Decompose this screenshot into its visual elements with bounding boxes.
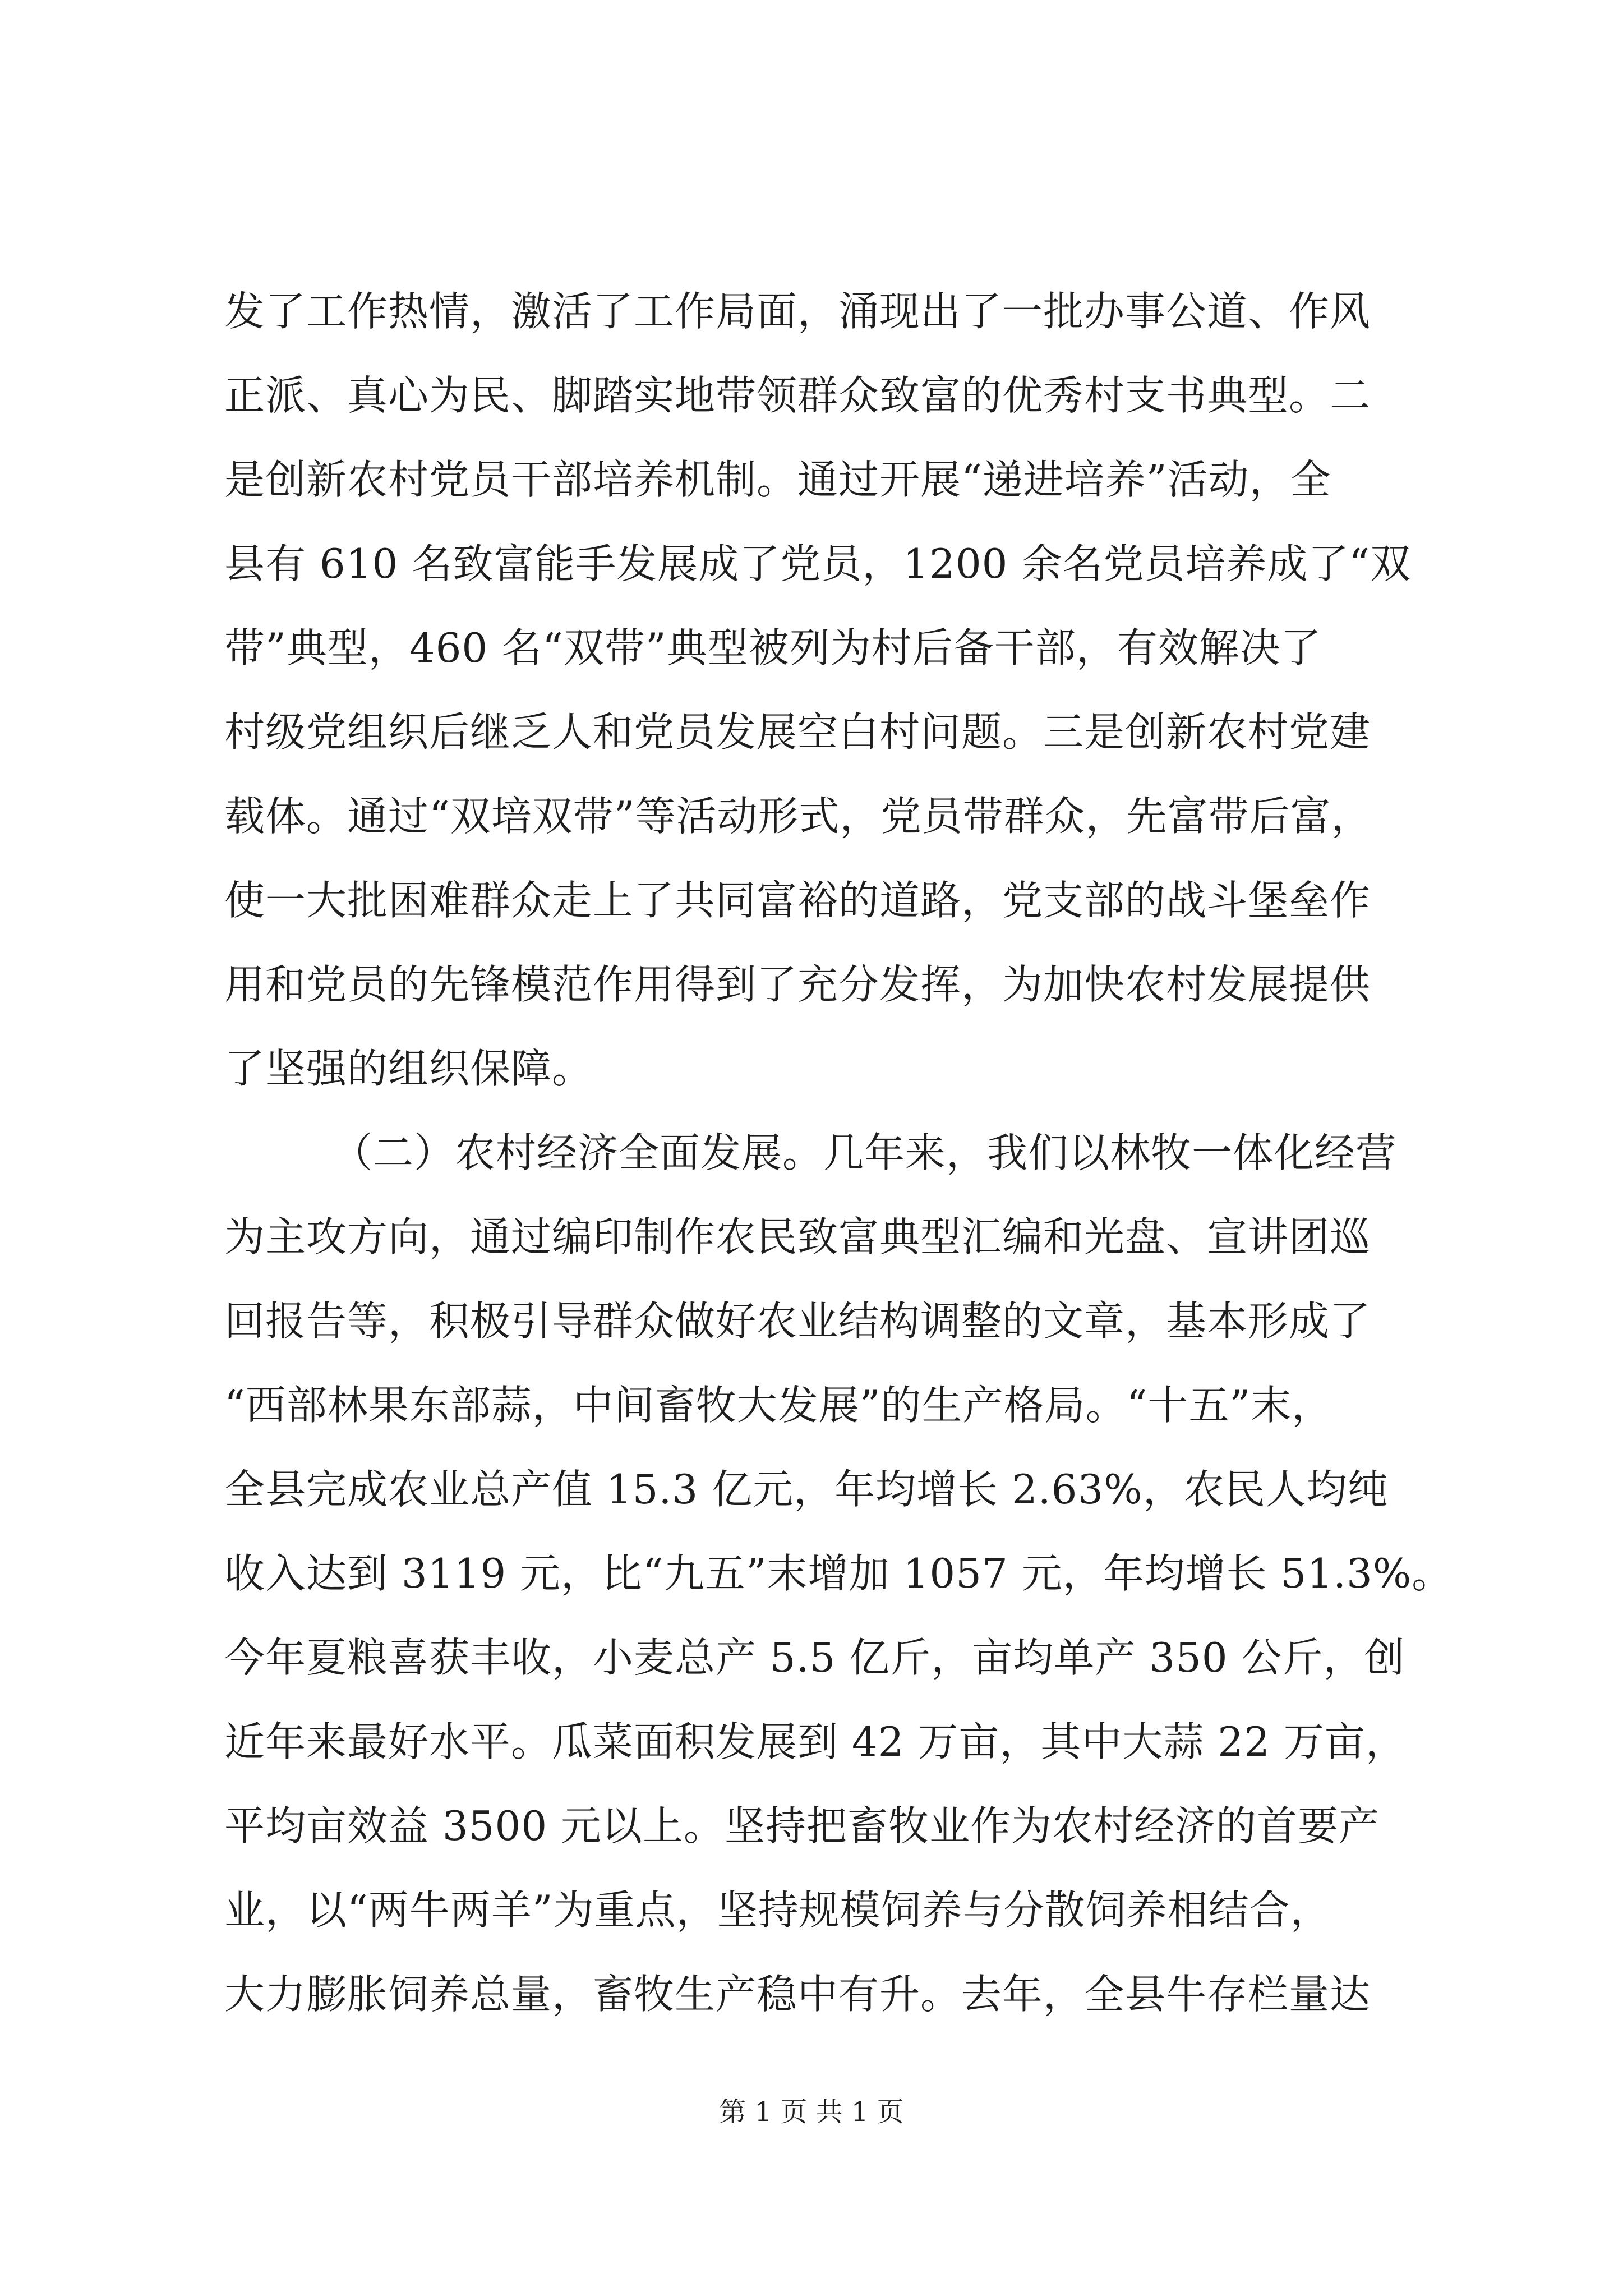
text-line: 为主攻方向，通过编印制作农民致富典型汇编和光盘、宣讲团巡: [224, 1213, 1371, 1260]
text-line: 收入达到 3119 元，比“九五”末增加 1057 元，年均增长 51.3%。: [224, 1550, 1453, 1597]
text-line: 发了工作热情，激活了工作局面，涌现出了一批办事公道、作风: [224, 288, 1371, 335]
text-line: 使一大批困难群众走上了共同富裕的道路，党支部的战斗堡垒作: [224, 877, 1371, 924]
text-line: 村级党组织后继乏人和党员发展空白村问题。三是创新农村党建: [224, 708, 1371, 756]
text-line: 是创新农村党员干部培养机制。通过开展“递进培养”活动，全: [224, 456, 1331, 503]
text-line: 载体。通过“双培双带”等活动形式，党员带群众，先富带后富，: [224, 793, 1372, 840]
text-line: 正派、真心为民、脚踏实地带领群众致富的优秀村支书典型。二: [224, 372, 1371, 419]
text-line: 业，以“两牛两羊”为重点，坚持规模饲养与分散饲养相结合，: [224, 1887, 1331, 1934]
page-number-footer: 第 1 页 共 1 页: [719, 2096, 904, 2128]
text-line: 了坚强的组织保障。: [224, 1045, 593, 1092]
text-line: 回报告等，积极引导群众做好农业结构调整的文章，基本形成了: [224, 1297, 1371, 1345]
text-line: 全县完成农业总产值 15.3 亿元，年均增长 2.63%，农民人均纯: [224, 1466, 1389, 1513]
text-line: 带”典型，460 名“双带”典型被列为村后备干部，有效解决了: [224, 624, 1322, 671]
text-line: 大力膨胀饲养总量，畜牧生产稳中有升。去年，全县牛存栏量达: [224, 1971, 1371, 2018]
text-line: “西部林果东部蒜，中间畜牧大发展”的生产格局。“十五”末，: [224, 1382, 1333, 1429]
text-line: 用和党员的先锋模范作用得到了充分发挥，为加快农村发展提供: [224, 961, 1371, 1008]
body-text: [224, 269, 1486, 2036]
text-line: 县有 610 名致富能手发展成了党员，1200 余名党员培养成了“双: [224, 540, 1412, 587]
text-line: 平均亩效益 3500 元以上。坚持把畜牧业作为农村经济的首要产: [224, 1802, 1380, 1849]
text-line: 今年夏粮喜获丰收，小麦总产 5.5 亿斤，亩均单产 350 公斤，创: [224, 1634, 1405, 1681]
section-heading-line: （二）农村经济全面发展。几年来，我们以林牧一体化经营: [332, 1129, 1397, 1176]
text-line: 近年来最好水平。瓜菜面积发展到 42 万亩，其中大蒜 22 万亩，: [224, 1718, 1407, 1765]
